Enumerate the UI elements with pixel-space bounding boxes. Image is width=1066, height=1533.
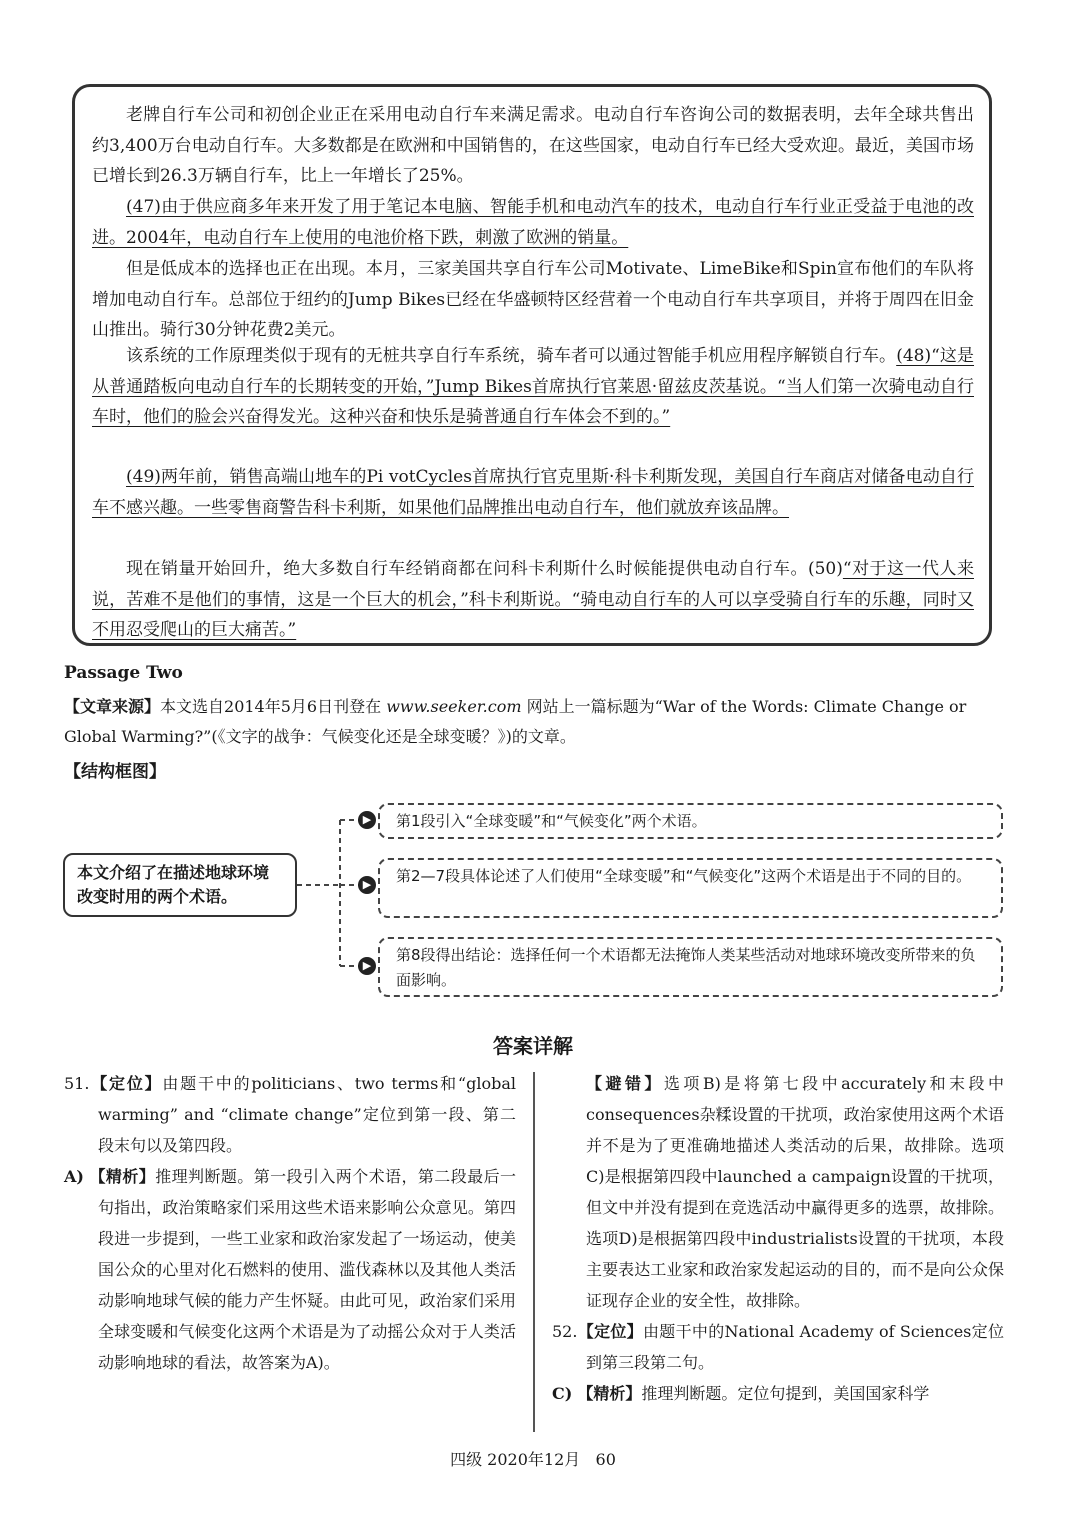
q51-analysis-text: 推理判断题。第一段引入两个术语，第二段最后一句指出，政治策略家们采用这些术语来影响公众意见。第四段进一步提到，一些工业家和政治家发起了一场运动，使美国公众的心里对化石燃料的使用、滥伐森林以及其他人类活动影响地球气候的能力产生怀疑。由此可见，政治家们采用全球变暖和气候变化这两个术语是为了动摇公众对于人类活动影响地球的看法，故答案为A)。 bbox=[98, 1167, 516, 1372]
structure-branch-1: 第1段引入“全球变暖”和“气候变化”两个术语。 bbox=[378, 803, 1003, 839]
page-footer bbox=[0, 1447, 1066, 1470]
answers-title: 答案详解 bbox=[493, 1034, 573, 1058]
source-site: www.seeker.com bbox=[386, 697, 522, 716]
q51-answer: A) bbox=[64, 1167, 84, 1186]
paragraph-2-q47: (47)由于供应商多年来开发了用于笔记本电脑、智能手机和电动汽车的技术，电动自行车行业正受益于电池的改进。2004年，电动自行车上使用的电池价格下跌，刺激了欧洲的销量。 bbox=[92, 197, 974, 248]
source-text-b: 网站上一篇标题为“War of the Words: Climate Change or Global Warming?”(《文字的战争：气候变化还是全球变暖？》)的文章。 bbox=[64, 697, 967, 746]
q51-analysis-tag: 【精析】 bbox=[89, 1167, 156, 1186]
paragraph-4-q48: (48)“这是从普通踏板向电动自行车的长期转变的开始，”Jump Bikes首席执行官莱恩·留兹皮茨基说。“当人们第一次骑电动自行车时，他们的脸会兴奋得发光。这种兴奋和快乐是骑普通自行车体会不到的。” bbox=[92, 346, 975, 427]
arrow-right-icon: ▶ bbox=[358, 811, 376, 829]
q52-analysis-tag: 【精析】 bbox=[577, 1384, 642, 1403]
paragraph-6-q50: “对于这一代人来说，苦难不是他们的事情，这是一个巨大的机会，”科卡利斯说。“骑电动自行车的人可以享受骑自行车的乐趣，同时又不用忍受爬山的巨大痛苦。” bbox=[92, 559, 974, 640]
footer-text: 四级 2020年12月 bbox=[450, 1450, 581, 1469]
q51-locate-tag: 【定位】 bbox=[89, 1074, 163, 1093]
structure-summary: 本文介绍了在描述地球环境改变时用的两个术语。 bbox=[63, 853, 297, 917]
q51-avoid bbox=[552, 1068, 1004, 1316]
passage-two-title: Passage Two bbox=[64, 663, 183, 683]
page-number: 60 bbox=[595, 1450, 616, 1469]
q52-analysis-text: 推理判断题。定位句提到，美国国家科学 bbox=[641, 1384, 930, 1403]
paragraph-4-intro: 该系统的工作原理类似于现有的无桩共享自行车系统，骑车者可以通过智能手机应用程序解锁自行车。 bbox=[126, 346, 897, 366]
source-label: 【文章来源】 bbox=[64, 697, 161, 716]
arrow-right-icon: ▶ bbox=[358, 876, 376, 894]
q52-locate-tag: 【定位】 bbox=[577, 1322, 643, 1341]
column-divider bbox=[533, 1072, 535, 1432]
source-text-a: 本文选自2014年5月6日刊登在 bbox=[160, 697, 382, 716]
q51-locate-text: 由题干中的politicians、two terms和“global warming” and “climate change”定位到第一段、第二段末句以及第四段。 bbox=[98, 1074, 516, 1155]
answers-left-column bbox=[64, 1068, 516, 1378]
structure-branch-2: 第2—7段具体论述了人们使用“全球变暖”和“气候变化”这两个术语是出于不同的目的。 bbox=[378, 858, 1003, 918]
paragraph-6-intro: 现在销量开始回升，绝大多数自行车经销商都在问科卡利斯什么时候能提供电动自行车。(50) bbox=[126, 559, 843, 579]
paragraph-1: 老牌自行车公司和初创企业正在采用电动自行车来满足需求。电动自行车咨询公司的数据表明，去年全球共售出约3,400万台电动自行车。大多数都是在欧洲和中国销售的，在这些国家，电动自行车已经大受欢迎。最近，美国市场已增长到26.3万辆自行车，比上一年增长了25%。 bbox=[92, 105, 974, 186]
q51-number: 51. bbox=[64, 1074, 90, 1093]
q52-answer: C) bbox=[552, 1384, 573, 1403]
q52-number: 52. bbox=[552, 1322, 578, 1341]
q52-analysis bbox=[552, 1378, 1004, 1409]
structure-branch-3: 第8段得出结论：选择任何一个术语都无法掩饰人类某些活动对地球环境改变所带来的负面影响。 bbox=[378, 937, 1003, 997]
q52-locate bbox=[552, 1316, 1004, 1378]
q51-locate bbox=[64, 1068, 516, 1161]
paragraph-3: 但是低成本的选择也正在出现。本月，三家美国共享自行车公司Motivate、LimeBike和Spin宣布他们的车队将增加电动自行车。总部位于纽约的Jump Bikes已经在华盛顿特区经营着一个电动自行车共享项目，并将于周四在旧金山推出。骑行30分钟花费2美元。 bbox=[92, 259, 974, 340]
q51-avoid-tag: 【避错】 bbox=[586, 1074, 664, 1093]
answers-right-column bbox=[552, 1068, 1004, 1409]
q51-analysis bbox=[64, 1161, 516, 1378]
paragraph-5-q49: (49)两年前，销售高端山地车的Pi votCycles首席执行官克里斯·科卡利斯发现，美国自行车商店对储备电动自行车不感兴趣。一些零售商警告科卡利斯，如果他们品牌推出电动自行车，他们就放弃该品牌。 bbox=[92, 467, 974, 518]
q51-avoid-text: 选项B)是将第七段中accurately和末段中consequences杂糅设置的干扰项，政治家使用这两个术语并不是为了更准确地描述人类活动的后果，故排除。选项C)是根据第四段中launched a campaign设置的干扰项，但文中并没有提到在竞选活动中赢得更多的选票，故排除。选项D)是根据第四段中industrialists设置的干扰项，本段主要表达工业家和政治家发起运动的目的，而不是向公众保证现存企业的安全性，故排除。 bbox=[586, 1074, 1004, 1310]
arrow-right-icon: ▶ bbox=[358, 957, 376, 975]
q52-locate-text: 由题干中的National Academy of Sciences定位到第三段第二句。 bbox=[586, 1322, 1004, 1372]
structure-label: 【结构框图】 bbox=[64, 762, 166, 782]
